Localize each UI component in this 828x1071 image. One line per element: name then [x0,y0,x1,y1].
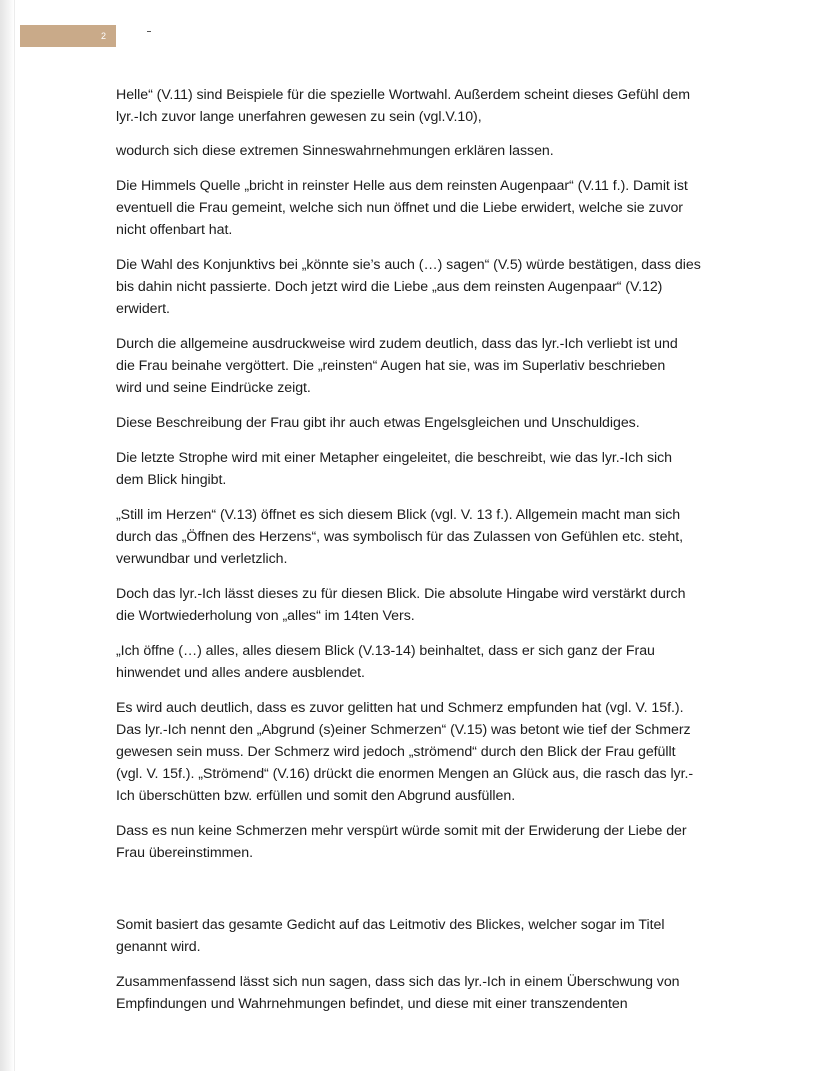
page-number: 2 [100,31,106,41]
paragraph-line: bis dahin nicht passierte. Doch jetzt wird die Liebe „aus dem reinsten Augenpaar“ (V.12) [116,279,663,295]
paragraph-line: Durch die allgemeine ausdruckweise wird zudem deutlich, dass das lyr.-Ich verliebt ist und [116,336,678,352]
paragraph-13 [116,914,740,958]
paragraph-line: Diese Beschreibung der Frau gibt ihr auch etwas Engelsgleichen und Unschuldiges. [116,415,640,431]
paragraph-line: lyr.-Ich zuvor lange unerfahren gewesen zu sein (vgl.V.10), [116,109,482,125]
paragraph-line: hinwendet und alles andere ausblendet. [116,665,365,681]
document-body [116,84,740,1028]
paragraph-line: nicht offenbart hat. [116,222,233,238]
paragraph-8 [116,504,740,570]
paragraph-line: „Ich öffne (…) alles, alles diesem Blick (V.13-14) beinhaltet, dass er sich ganz der Frau [116,643,655,659]
paragraph-4 [116,254,740,320]
paragraph-line: die Wortwiederholung von „alles“ im 14ten Vers. [116,608,415,624]
paragraph-9 [116,583,740,627]
header-mark [147,31,151,32]
paragraph-line: verwundbar und verletzlich. [116,551,288,567]
paragraph-2 [116,140,740,162]
paragraph-12 [116,820,740,864]
paragraph-line: Ich überschütten bzw. erfüllen und somit den Abgrund ausfüllen. [116,788,516,804]
page-edge-shadow [0,0,14,1071]
paragraph-line: Es wird auch deutlich, dass es zuvor gelitten hat und Schmerz empfunden hat (vgl. V. 15f.). [116,700,684,716]
paragraph-line: genannt wird. [116,939,201,955]
paragraph-line: „Still im Herzen“ (V.13) öffnet es sich diesem Blick (vgl. V. 13 f.). Allgemein macht man sich [116,507,681,523]
page-edge-line [14,0,15,1071]
paragraph-line: Die Wahl des Konjunktivs bei „könnte sie’s auch (…) sagen“ (V.5) würde bestätigen, dass dies [116,257,701,273]
paragraph-10 [116,640,740,684]
paragraph-line: dem Blick hingibt. [116,472,227,488]
paragraph-line: Somit basiert das gesamte Gedicht auf das Leitmotiv des Blickes, welcher sogar im Titel [116,917,665,933]
paragraph-11 [116,697,740,807]
paragraph-line: erwidert. [116,301,170,317]
paragraph-line: gewesen sein muss. Der Schmerz wird jedoch „strömend“ durch den Blick der Frau gefüllt [116,744,676,760]
paragraph-line: die Frau beinahe vergöttert. Die „reinsten“ Augen hat sie, was im Superlativ beschrieben [116,358,666,374]
paragraph-line: Helle“ (V.11) sind Beispiele für die spezielle Wortwahl. Außerdem scheint dieses Gefühl dem [116,87,691,103]
paragraph-line: Die Himmels Quelle „bricht in reinster Helle aus dem reinsten Augenpaar“ (V.11 f.). Damit ist [116,178,688,194]
paragraph-line: Empfindungen und Wahrnehmungen befindet, und diese mit einer transzendenten [116,996,628,1012]
paragraph-line: Dass es nun keine Schmerzen mehr verspürt würde somit mit der Erwiderung der Liebe der [116,823,687,839]
paragraph-14 [116,971,740,1015]
paragraph-7 [116,447,740,491]
paragraph-line: eventuell die Frau gemeint, welche sich nun öffnet und die Liebe erwidert, welche sie zuvor [116,200,683,216]
paragraph-line: (vgl. V. 15f.). „Strömend“ (V.16) drückt die enormen Mengen an Glück aus, die rasch das lyr.- [116,766,694,782]
paragraph-line: durch das „Öffnen des Herzens“, was symbolisch für das Zulassen von Gefühlen etc. steht, [116,529,684,545]
paragraph-6 [116,412,740,434]
paragraph-line: Frau übereinstimmen. [116,845,253,861]
paragraph-line: wodurch sich diese extremen Sinneswahrnehmungen erklären lassen. [116,143,554,159]
paragraph-line: Die letzte Strophe wird mit einer Metapher eingeleitet, die beschreibt, wie das lyr.-Ich sich [116,450,673,466]
paragraph-3 [116,175,740,241]
paragraph-line: Doch das lyr.-Ich lässt dieses zu für diesen Blick. Die absolute Hingabe wird verstärkt durch [116,586,686,602]
paragraph-line: Das lyr.-Ich nennt den „Abgrund (s)einer Schmerzen“ (V.15) was betont wie tief der Schmerz [116,722,691,738]
paragraph-1 [116,84,740,128]
page-number-tab [20,25,116,47]
paragraph-line: wird und seine Eindrücke zeigt. [116,380,311,396]
paragraph-5 [116,333,740,399]
paragraph-line: Zusammenfassend lässt sich nun sagen, dass sich das lyr.-Ich in einem Überschwung von [116,974,680,990]
